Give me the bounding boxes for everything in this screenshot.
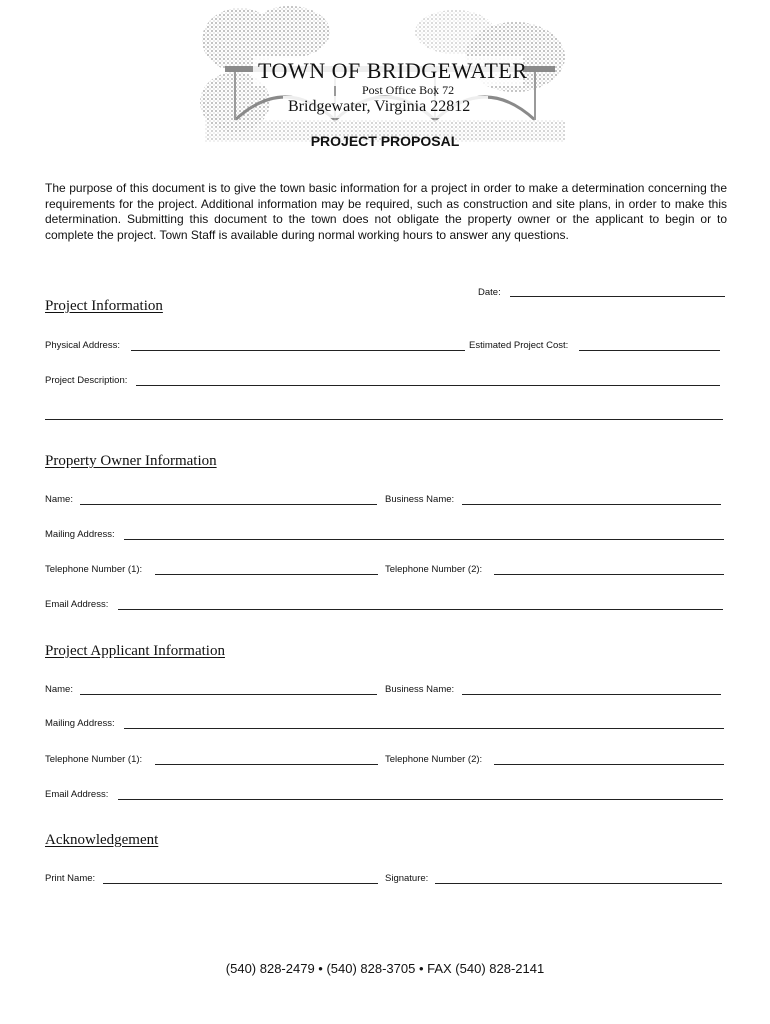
physical-address-label: Physical Address: <box>45 340 120 351</box>
estimated-cost-field[interactable] <box>579 350 720 351</box>
owner-name-field[interactable] <box>80 504 377 505</box>
physical-address-field[interactable] <box>131 350 465 351</box>
acknowledgement-heading: Acknowledgement <box>45 832 159 848</box>
intro-paragraph: The purpose of this document is to give the town basic information for a project in order to make a determination concerning the requirements for the project. Additional information may be required, such as construction and site plans, in order to make this determination. Submitting this document to the town does not obligate the property owner or the applicant to begin or to complete the project. Town Staff is available during normal working hours to answer any questions. <box>45 181 727 242</box>
applicant-phone2-field[interactable] <box>494 764 724 765</box>
estimated-cost-label: Estimated Project Cost: <box>469 340 569 351</box>
owner-business-name-field[interactable] <box>462 504 721 505</box>
applicant-mailing-address-field[interactable] <box>124 728 724 729</box>
date-label: Date: <box>478 287 501 298</box>
city-state-zip: Bridgewater, Virginia 22812 <box>288 98 471 115</box>
owner-phone2-field[interactable] <box>494 574 724 575</box>
date-field[interactable] <box>510 296 725 297</box>
owner-phone1-label: Telephone Number (1): <box>45 564 143 575</box>
applicant-business-name-field[interactable] <box>462 694 721 695</box>
applicant-email-label: Email Address: <box>45 789 109 800</box>
print-name-label: Print Name: <box>45 873 96 884</box>
po-box: Post Office Box 72 <box>362 83 455 97</box>
project-description-field[interactable] <box>136 385 720 386</box>
applicant-phone1-field[interactable] <box>155 764 378 765</box>
owner-email-field[interactable] <box>118 609 723 610</box>
applicant-name-field[interactable] <box>80 694 377 695</box>
signature-label: Signature: <box>385 873 429 884</box>
owner-phone1-field[interactable] <box>155 574 378 575</box>
applicant-phone2-label: Telephone Number (2): <box>385 754 483 765</box>
applicant-phone1-label: Telephone Number (1): <box>45 754 143 765</box>
town-name: TOWN OF BRIDGEWATER <box>258 58 528 83</box>
owner-mailing-address-field[interactable] <box>124 539 724 540</box>
owner-email-label: Email Address: <box>45 599 109 610</box>
print-name-field[interactable] <box>103 883 378 884</box>
project-description-field-line-2[interactable] <box>45 419 723 420</box>
owner-name-label: Name: <box>45 494 73 505</box>
footer-contact: (540) 828-2479 • (540) 828-3705 • FAX (540) 828-2141 <box>225 961 545 976</box>
applicant-mailing-address-label: Mailing Address: <box>45 718 115 729</box>
owner-business-name-label: Business Name: <box>385 494 455 505</box>
signature-field[interactable] <box>435 883 722 884</box>
owner-phone2-label: Telephone Number (2): <box>385 564 483 575</box>
applicant-business-name-label: Business Name: <box>385 684 455 695</box>
document-title: PROJECT PROPOSAL <box>310 133 460 149</box>
owner-mailing-address-label: Mailing Address: <box>45 529 115 540</box>
project-info-heading: Project Information <box>45 298 163 314</box>
applicant-info-heading: Project Applicant Information <box>45 643 225 659</box>
applicant-email-field[interactable] <box>118 799 723 800</box>
owner-info-heading: Property Owner Information <box>45 453 217 469</box>
applicant-name-label: Name: <box>45 684 73 695</box>
project-description-label: Project Description: <box>45 375 128 386</box>
